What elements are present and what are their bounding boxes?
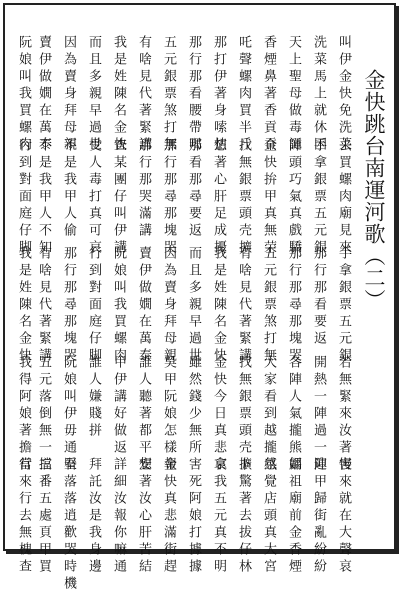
verse-line: 查某團仔叫伊講 <box>111 138 126 257</box>
verse-line: 誰人聽著都平安 <box>136 355 151 474</box>
verse-line: 我是姓陳名金快 <box>16 246 31 365</box>
verse-line: 感覺店頭真大宮 <box>261 457 276 576</box>
verse-line: 各陣人氣攏熊翩 <box>286 355 301 474</box>
verse-line: 因為賣身拜母親 <box>161 246 176 365</box>
verse-line: 拜託汝是我身邊 <box>86 457 101 576</box>
verse-line: 香煙鼻著香貢貢 <box>261 35 276 154</box>
verse-line: 雖然錢少無所 <box>186 355 201 457</box>
verse-line: 陣頭巧氣真戲驕 <box>286 138 301 257</box>
verse-line: 手拿銀票五元銀 <box>336 246 351 365</box>
verse-line: 那打伊著身嗦怙 <box>211 35 226 154</box>
verse-line: 賣伊做嫺在萬泰 <box>136 246 151 365</box>
verse-line: 那行那看腰帶喝 <box>186 35 201 154</box>
verse-line: 有啥見代著緊講 <box>36 246 51 365</box>
verse-line: 有啥見代著緊講 <box>236 246 251 365</box>
verse-line: 五元落倒無一擋 <box>36 355 51 474</box>
verse-line: 若無緊來汝著害 <box>336 355 351 474</box>
verse-line: 金快拚甲真無荣 <box>261 138 276 257</box>
verse-line: 媽祖廟前金香煙 <box>286 457 301 576</box>
verse-line: 賣伊做嫺在萬泰 <box>36 35 51 154</box>
verse-line: 詳細汝報你嘛通 <box>111 457 126 576</box>
verse-line: 那看那尋要返 <box>186 138 201 240</box>
verse-line: 去買螺肉廟見來 <box>336 138 351 257</box>
verse-line: 洗菜馬上就休困 <box>311 35 326 154</box>
verse-line: 因為賣身拜母親 <box>61 35 76 154</box>
verse-line: 那行那尋那塊哭 <box>61 246 76 365</box>
verse-line: 那行那尋那塊哭 <box>161 138 176 257</box>
verse-line: 五元銀票煞打無 <box>261 246 276 365</box>
verse-line: 堅落落逍歡哭時機 <box>61 457 76 593</box>
verse-line: 那行那看要返 <box>311 246 326 348</box>
verse-line: 吒聲螺肉買半斤 <box>236 35 251 154</box>
verse-line: 我得阿娘著擔當 <box>16 355 31 474</box>
verse-line: 那行那尋那塊哭 <box>286 246 301 365</box>
verse-line: 而且多親早過世 <box>186 246 201 365</box>
verse-line: 大家看到越攏氛 <box>261 355 276 474</box>
verse-line: 吳甲阮娘怎樣報 <box>161 355 176 474</box>
page-title: 金快跳台南運河歌（二） <box>362 69 386 311</box>
verse-line: 害死阿娘打據據 <box>186 457 201 576</box>
verse-line: 叫伊金快免洗菜 <box>336 35 351 154</box>
verse-line: 我是姓陳名金快 <box>111 35 126 154</box>
verse-line: 行到對面庭仔脚 <box>86 246 101 365</box>
verse-line: 我是姓陳名金快 <box>211 246 226 365</box>
verse-line: 阮娘叫我買螺肉 <box>16 35 31 154</box>
verse-line: 手拿銀票五元銀 <box>311 138 326 257</box>
verse-line: 五元銀票煞打無 <box>161 35 176 154</box>
document-frame <box>3 3 396 593</box>
verse-line: 阮娘叫伊毋通看 <box>61 355 76 474</box>
verse-line: 金快真悲滿街趕 <box>161 457 176 576</box>
verse-line: 想著汝心肝苦結 <box>136 457 151 576</box>
verse-line: 阮娘叫我買螺肉 <box>111 246 126 365</box>
verse-line: 卜驚著去拔仔林 <box>236 457 251 576</box>
verse-line: 不是我甲人偷 <box>61 138 76 240</box>
verse-line: 找無銀票頭壳擴 <box>236 355 251 474</box>
verse-line: 金快今日真悲哀 <box>211 355 226 474</box>
verse-line: 三番五處頁甲買 <box>36 457 51 576</box>
verse-line: 甲伊講好做返 <box>111 355 126 457</box>
verse-line: 找無銀票頭壳擴 <box>236 138 251 257</box>
verse-line: 天上聖母做毒誕 <box>286 35 301 154</box>
verse-line: 誰人嫌賤拼 <box>86 355 101 440</box>
verse-line: 迎甲歸街亂紛紛 <box>311 457 326 576</box>
verse-line: 而且多親早過世 <box>86 35 101 154</box>
verse-line: 拿我五元真不明 <box>211 457 226 576</box>
verse-line: 想著心肝足成擾 <box>211 138 226 257</box>
verse-line: 慢來就在大聲哀 <box>336 457 351 576</box>
verse-line: 有啥見代著緊講 <box>136 35 151 154</box>
verse-line: 行來行去無槐查 <box>16 457 31 576</box>
verse-line: 行到對面庭仔脚 <box>16 138 31 257</box>
verse-line: 開熱一陣過一陣 <box>311 355 326 474</box>
verse-line: 受人毒打真可哀 <box>86 138 101 257</box>
verse-line: 不是我甲人不知 <box>36 138 51 257</box>
verse-line: 那行那哭滿講 <box>136 138 151 240</box>
